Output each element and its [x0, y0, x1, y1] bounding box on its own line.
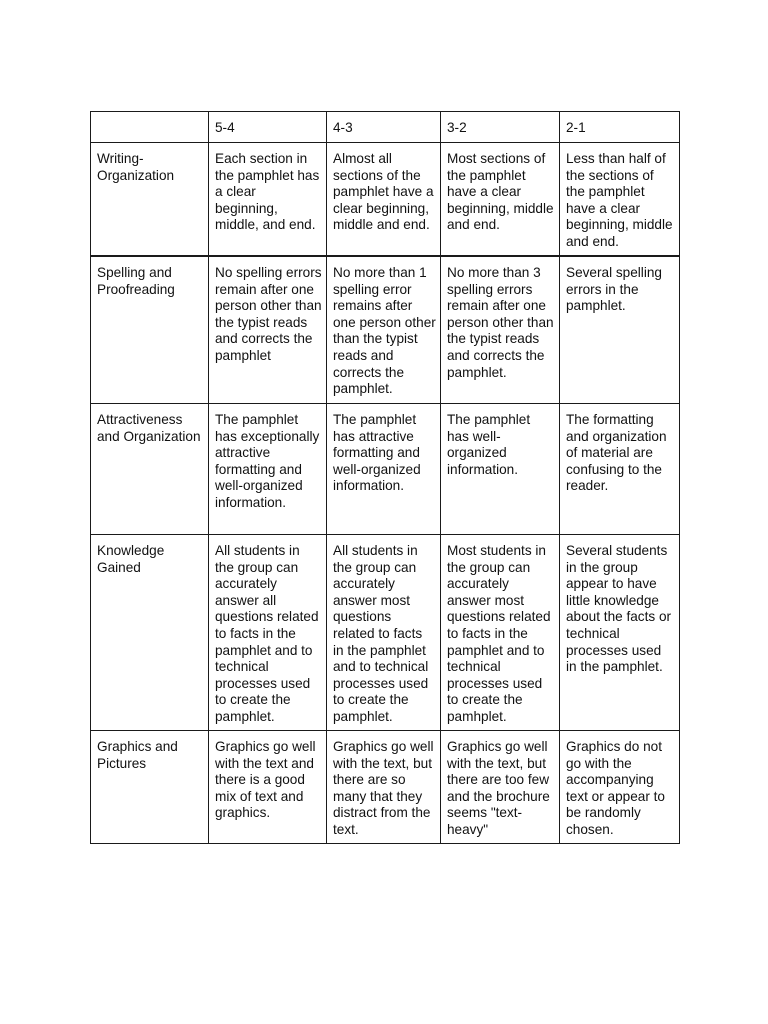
score-cell-5-4: Graphics go well with the text and there is a good mix of text and graphics. [209, 731, 327, 844]
header-cell-3-2: 3-2 [441, 112, 560, 143]
criterion-label: Knowledge Gained [91, 535, 209, 731]
score-cell-2-1: Several spelling errors in the pamphlet. [560, 256, 680, 404]
header-cell-blank [91, 112, 209, 143]
score-cell-2-1: Less than half of the sections of the pamphlet have a clear beginning, middle and end. [560, 143, 680, 257]
criterion-label: Graphics and Pictures [91, 731, 209, 844]
score-cell-5-4: All students in the group can accurately answer all questions related to facts in the pamphlet and to technical processes used to create the pamphlet. [209, 535, 327, 731]
criterion-row-writing-organization [91, 143, 680, 257]
score-cell-4-3: Graphics go well with the text, but there are so many that they distract from the text. [327, 731, 441, 844]
header-cell-4-3: 4-3 [327, 112, 441, 143]
score-cell-3-2: Graphics go well with the text, but there are too few and the brochure seems "text-heavy" [441, 731, 560, 844]
criterion-row-knowledge-gained [91, 535, 680, 731]
criterion-label: Attractiveness and Organization [91, 404, 209, 535]
score-cell-4-3: The pamphlet has attractive formatting and well-organized information. [327, 404, 441, 535]
score-cell-2-1: Several students in the group appear to have little knowledge about the facts or technical processes used in the pamphlet. [560, 535, 680, 731]
criterion-row-spelling-proofreading [91, 256, 680, 404]
criterion-row-attractiveness-organization [91, 404, 680, 535]
score-cell-4-3: All students in the group can accurately answer most questions related to facts in the pamphlet and to technical processes used to create the pamphlet. [327, 535, 441, 731]
score-cell-5-4: The pamphlet has exceptionally attractive formatting and well-organized information. [209, 404, 327, 535]
rubric-table [90, 111, 680, 844]
score-cell-3-2: No more than 3 spelling errors remain after one person other than the typist reads and corrects the pamphlet. [441, 256, 560, 404]
criterion-label [91, 143, 209, 257]
score-cell-3-2: The pamphlet has well-organized information. [441, 404, 560, 535]
score-cell-2-1: The formatting and organization of material are confusing to the reader. [560, 404, 680, 535]
score-cell-2-1: Graphics do not go with the accompanying text or appear to be randomly chosen. [560, 731, 680, 844]
score-cell-5-4: Each section in the pamphlet has a clear beginning, middle, and end. [209, 143, 327, 257]
criterion-label-text: Writing- Organization [97, 151, 175, 183]
score-cell-4-3: Almost all sections of the pamphlet have a clear beginning, middle and end. [327, 143, 441, 257]
score-cell-5-4: No spelling errors remain after one person other than the typist reads and corrects the pamphlet [209, 256, 327, 404]
score-cell-3-2: Most students in the group can accurately answer most questions related to facts in the pamphlet and to technical processes used to create the pamhplet. [441, 535, 560, 731]
header-cell-5-4: 5-4 [209, 112, 327, 143]
criterion-label: Spelling and Proofreading [91, 256, 209, 404]
header-cell-2-1: 2-1 [560, 112, 680, 143]
header-row [91, 112, 680, 143]
score-cell-3-2: Most sections of the pamphlet have a clear beginning, middle and end. [441, 143, 560, 257]
score-cell-4-3: No more than 1 spelling error remains after one person other than the typist reads and corrects the pamphlet. [327, 256, 441, 404]
criterion-row-graphics-pictures [91, 731, 680, 844]
